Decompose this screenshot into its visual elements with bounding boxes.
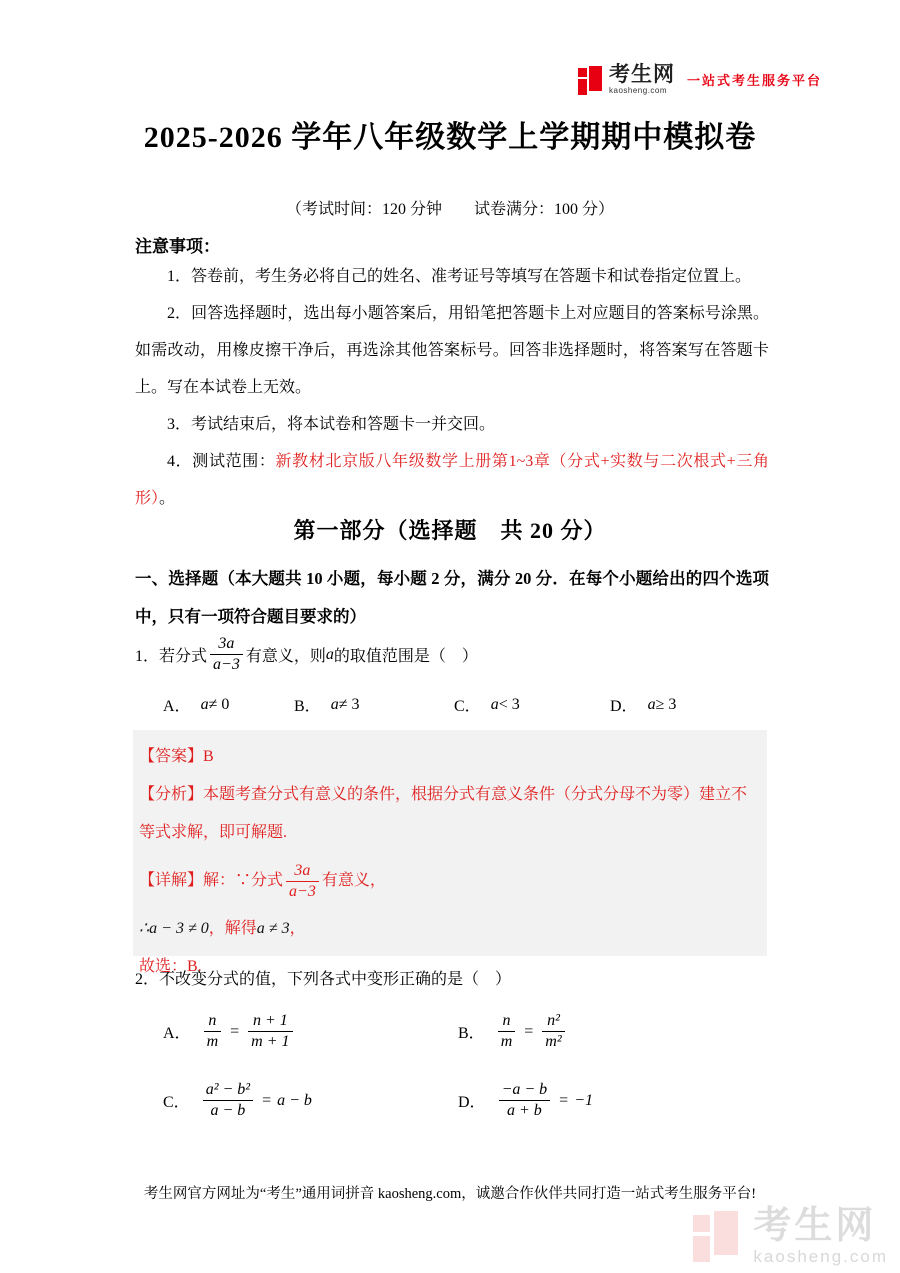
analysis-row <box>139 776 761 852</box>
option-b: B． a ≠ 3 <box>294 695 360 715</box>
notice-item-4 <box>135 443 769 517</box>
part1-heading: 第一部分（选择题 共 20 分） <box>293 518 607 543</box>
question-1 <box>135 634 769 716</box>
notice-heading: 注意事项： <box>135 237 220 256</box>
kaosheng-watermark-icon <box>693 1207 745 1265</box>
question-2-number: 2． <box>135 971 160 988</box>
answer-value: B <box>203 748 214 765</box>
question-1-stem: 1． 若分式 $\frac{3a}{a-3}$ 有意义，则 a 的取值范围是（ ） <box>135 635 478 673</box>
solution-step-row: ∴a − 3 ≠ 0，解得a ≠ 3， <box>139 920 306 937</box>
notice-item-1: 1．答卷前，考生务必将自己的姓名、准考证号等填写在答题卡和试卷指定位置上。 <box>167 268 752 285</box>
choice-section-intro: 一、选择题（本大题共 10 小题，每小题 2 分，满分 20 分．在每个小题给出的四个选项中，只有一项符合题目要求的） <box>135 569 769 626</box>
question-1-options <box>135 693 769 716</box>
question-1-number: 1． <box>135 648 160 665</box>
kaosheng-watermark <box>693 1207 888 1265</box>
answer-analysis-box <box>133 730 767 975</box>
logo-domain-text: kaosheng.com <box>609 85 668 95</box>
notice-item-4-scope: 新教材北京版八年级数学上册第1~3章（分式+实数与二次根式+三角形） <box>135 453 769 507</box>
option-a: A． a ≠ 0 <box>163 695 230 715</box>
notice-item-2: 2．回答选择题时，选出每小题答案后，用铅笔把答题卡上对应题目的答案标号涂黑。如需改动，用橡皮擦干净后，再选涂其他答案标号。回答非选择题时，将答案写在答题卡上。写在本试卷上无效。 <box>135 305 769 396</box>
answer-label: 【答案】 <box>139 748 204 765</box>
analysis-label: 【分析】 <box>139 786 204 803</box>
option-a: A． $\frac{n}{m}$ = $\frac{n + 1}{m + 1}$ <box>163 1011 458 1052</box>
analysis-text: 本题考查分式有意义的条件，根据分式有意义条件（分式分母不为零）建立不等式求解，即可解题. <box>139 786 748 841</box>
page-title: 2025-2026 学年八年级数学上学期期中模拟卷 <box>143 121 757 154</box>
footer-text: 考生网官方网址为“考生”通用词拼音 kaosheng.com，诚邀合作伙伴共同打造一站式考生服务平台! <box>143 1186 757 1202</box>
kaosheng-logo-icon <box>578 62 604 96</box>
notice-item-4-prefix: 4．测试范围： <box>167 453 276 470</box>
detail-row: 【详解】 解：∵分式 $\frac{3a}{a-3}$ 有意义， <box>139 862 386 900</box>
answer-row <box>139 738 761 776</box>
exam-info: （考试时间：120 分钟 试卷满分：100 分） <box>285 201 614 218</box>
conclusion-row: 故选：B. <box>139 958 202 975</box>
kaosheng-logo <box>578 62 822 96</box>
option-c: C． $\frac{\text{a² − b²}}{a - b}$ = a − b <box>163 1081 312 1119</box>
logo-tagline: 一站式考生服务平台 <box>687 72 823 88</box>
option-d: D． a ≥ 3 <box>610 695 677 715</box>
question-2-options <box>135 1011 769 1121</box>
detail-fraction: $\frac{3a}{a-3}$ <box>286 861 319 902</box>
notice-list <box>135 258 769 517</box>
question-1-fraction: $\frac{3a}{a-3}$ <box>210 634 243 675</box>
notice-item-3: 3．考试结束后，将本试卷和答题卡一并交回。 <box>167 416 496 433</box>
logo-brand-text: 考生网 <box>609 62 675 86</box>
watermark-domain-text: kaosheng.com <box>753 1247 888 1266</box>
option-c: C． a < 3 <box>454 695 520 715</box>
option-b: B． $\frac{n}{m}$ = $\frac{\text{n²}}{\text{m²}}$ <box>458 1011 568 1052</box>
option-d: D． $\frac{-a - b}{a + b}$ = −1 <box>458 1081 593 1119</box>
notice-item-4-suffix: 。 <box>159 490 176 507</box>
watermark-brand-text: 考生网 <box>753 1205 877 1247</box>
detail-label: 【详解】 <box>139 872 204 890</box>
question-2 <box>135 966 769 1149</box>
question-2-stem: 2．不改变分式的值，下列各式中变形正确的是（ ） <box>135 971 512 988</box>
